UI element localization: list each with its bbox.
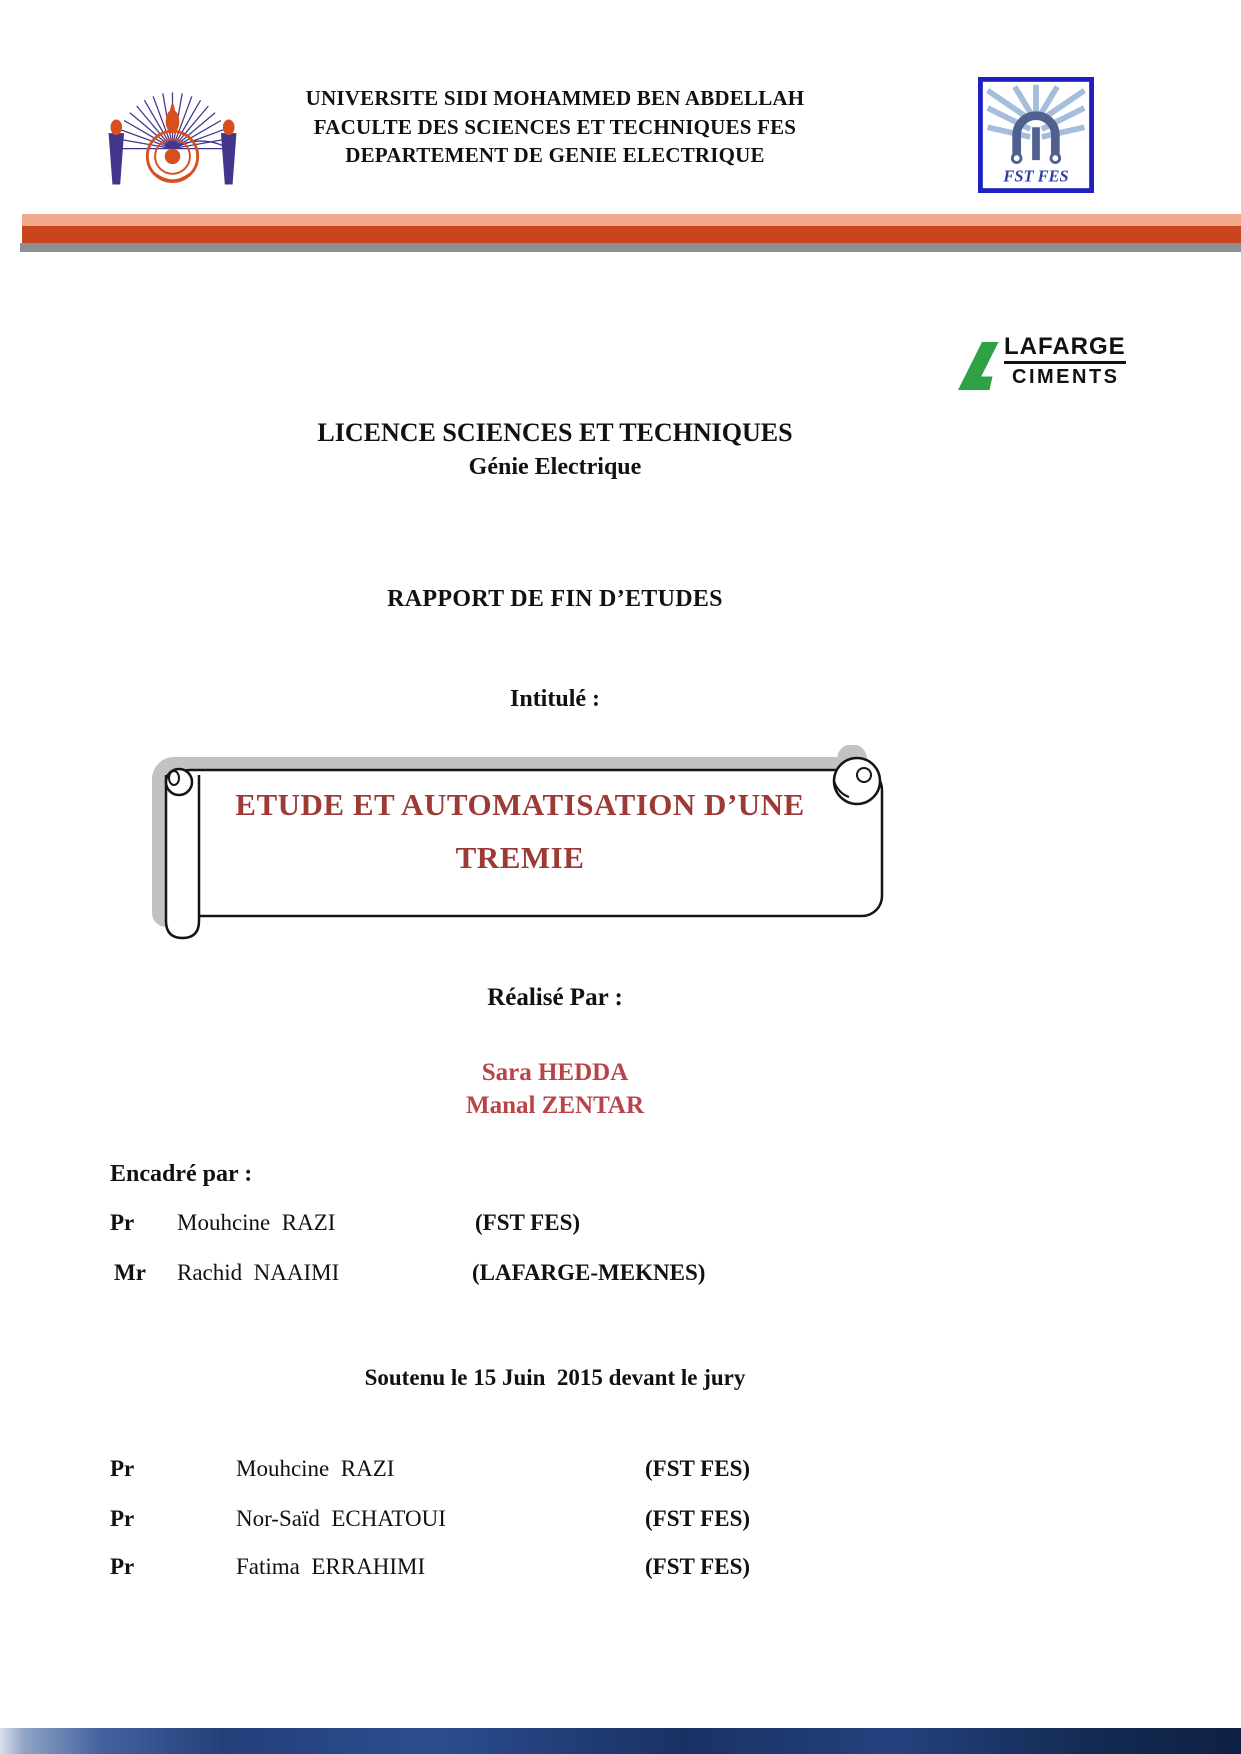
author-1: Sara HEDDA — [481, 1059, 629, 1086]
supervisor-1-title: Pr — [110, 1210, 135, 1235]
report-title — [190, 778, 850, 884]
jury-3-org: (FST FES) — [645, 1554, 751, 1579]
jury-2-name: Nor-Saïd ECHATOUI — [236, 1506, 446, 1531]
author-2: Manal ZENTAR — [465, 1092, 645, 1119]
lafarge-l-icon — [958, 334, 1000, 398]
faculty-name: FACULTE DES SCIENCES ET TECHNIQUES FES — [313, 114, 797, 139]
fst-fes-logo-icon — [978, 76, 1094, 194]
program-line2: Génie Electrique — [468, 454, 642, 480]
lafarge-wordmark — [1004, 334, 1126, 389]
university-name: UNIVERSITE SIDI MOHAMMED BEN ABDELLAH — [305, 86, 805, 110]
program-block — [0, 416, 1110, 484]
lafarge-ciments-logo — [958, 334, 1126, 398]
realise-label: Réalisé Par : — [487, 984, 623, 1011]
supervisor-2-name: Rachid NAAIMI — [177, 1260, 340, 1285]
encadre-label: Encadré par : — [110, 1161, 253, 1187]
report-title-line2: TREMIE — [455, 840, 585, 875]
lafarge-name: LAFARGE — [1004, 334, 1126, 364]
jury-3-name: Fatima ERRAHIMI — [236, 1554, 426, 1579]
jury-1-title: Pr — [110, 1456, 135, 1481]
supervisor-2-title: Mr — [114, 1260, 146, 1285]
university-emblem-icon — [95, 72, 250, 200]
supervisor-1-name: Mouhcine RAZI — [177, 1210, 336, 1235]
footer-blue-bar — [0, 1728, 1241, 1754]
jury-1-name: Mouhcine RAZI — [236, 1456, 395, 1481]
university-header — [255, 84, 855, 170]
lafarge-sub: CIMENTS — [1012, 366, 1120, 388]
header-rule-orange — [22, 226, 1241, 243]
intitule-label: Intitulé : — [510, 686, 600, 712]
program-line1: LICENCE SCIENCES ET TECHNIQUES — [317, 418, 793, 447]
jury-2-title: Pr — [110, 1506, 135, 1531]
report-title-line1: ETUDE ET AUTOMATISATION D’UNE — [235, 787, 805, 822]
jury-3-title: Pr — [110, 1554, 135, 1579]
authors-block — [0, 1056, 1110, 1122]
department-name: DEPARTEMENT DE GENIE ELECTRIQUE — [345, 143, 765, 167]
supervisor-1-org: (FST FES) — [475, 1210, 581, 1235]
jury-1-org: (FST FES) — [645, 1456, 751, 1481]
jury-2-org: (FST FES) — [645, 1506, 751, 1531]
header-rule-gray — [20, 243, 1241, 252]
supervisor-2-org: (LAFARGE-MEKNES) — [472, 1260, 706, 1285]
svg-text:FST FES: FST FES — [1003, 166, 1069, 186]
report-type: RAPPORT DE FIN D’ETUDES — [387, 586, 723, 612]
defense-date: Soutenu le 15 Juin 2015 devant le jury — [364, 1365, 746, 1390]
header-rule-salmon — [22, 214, 1241, 226]
